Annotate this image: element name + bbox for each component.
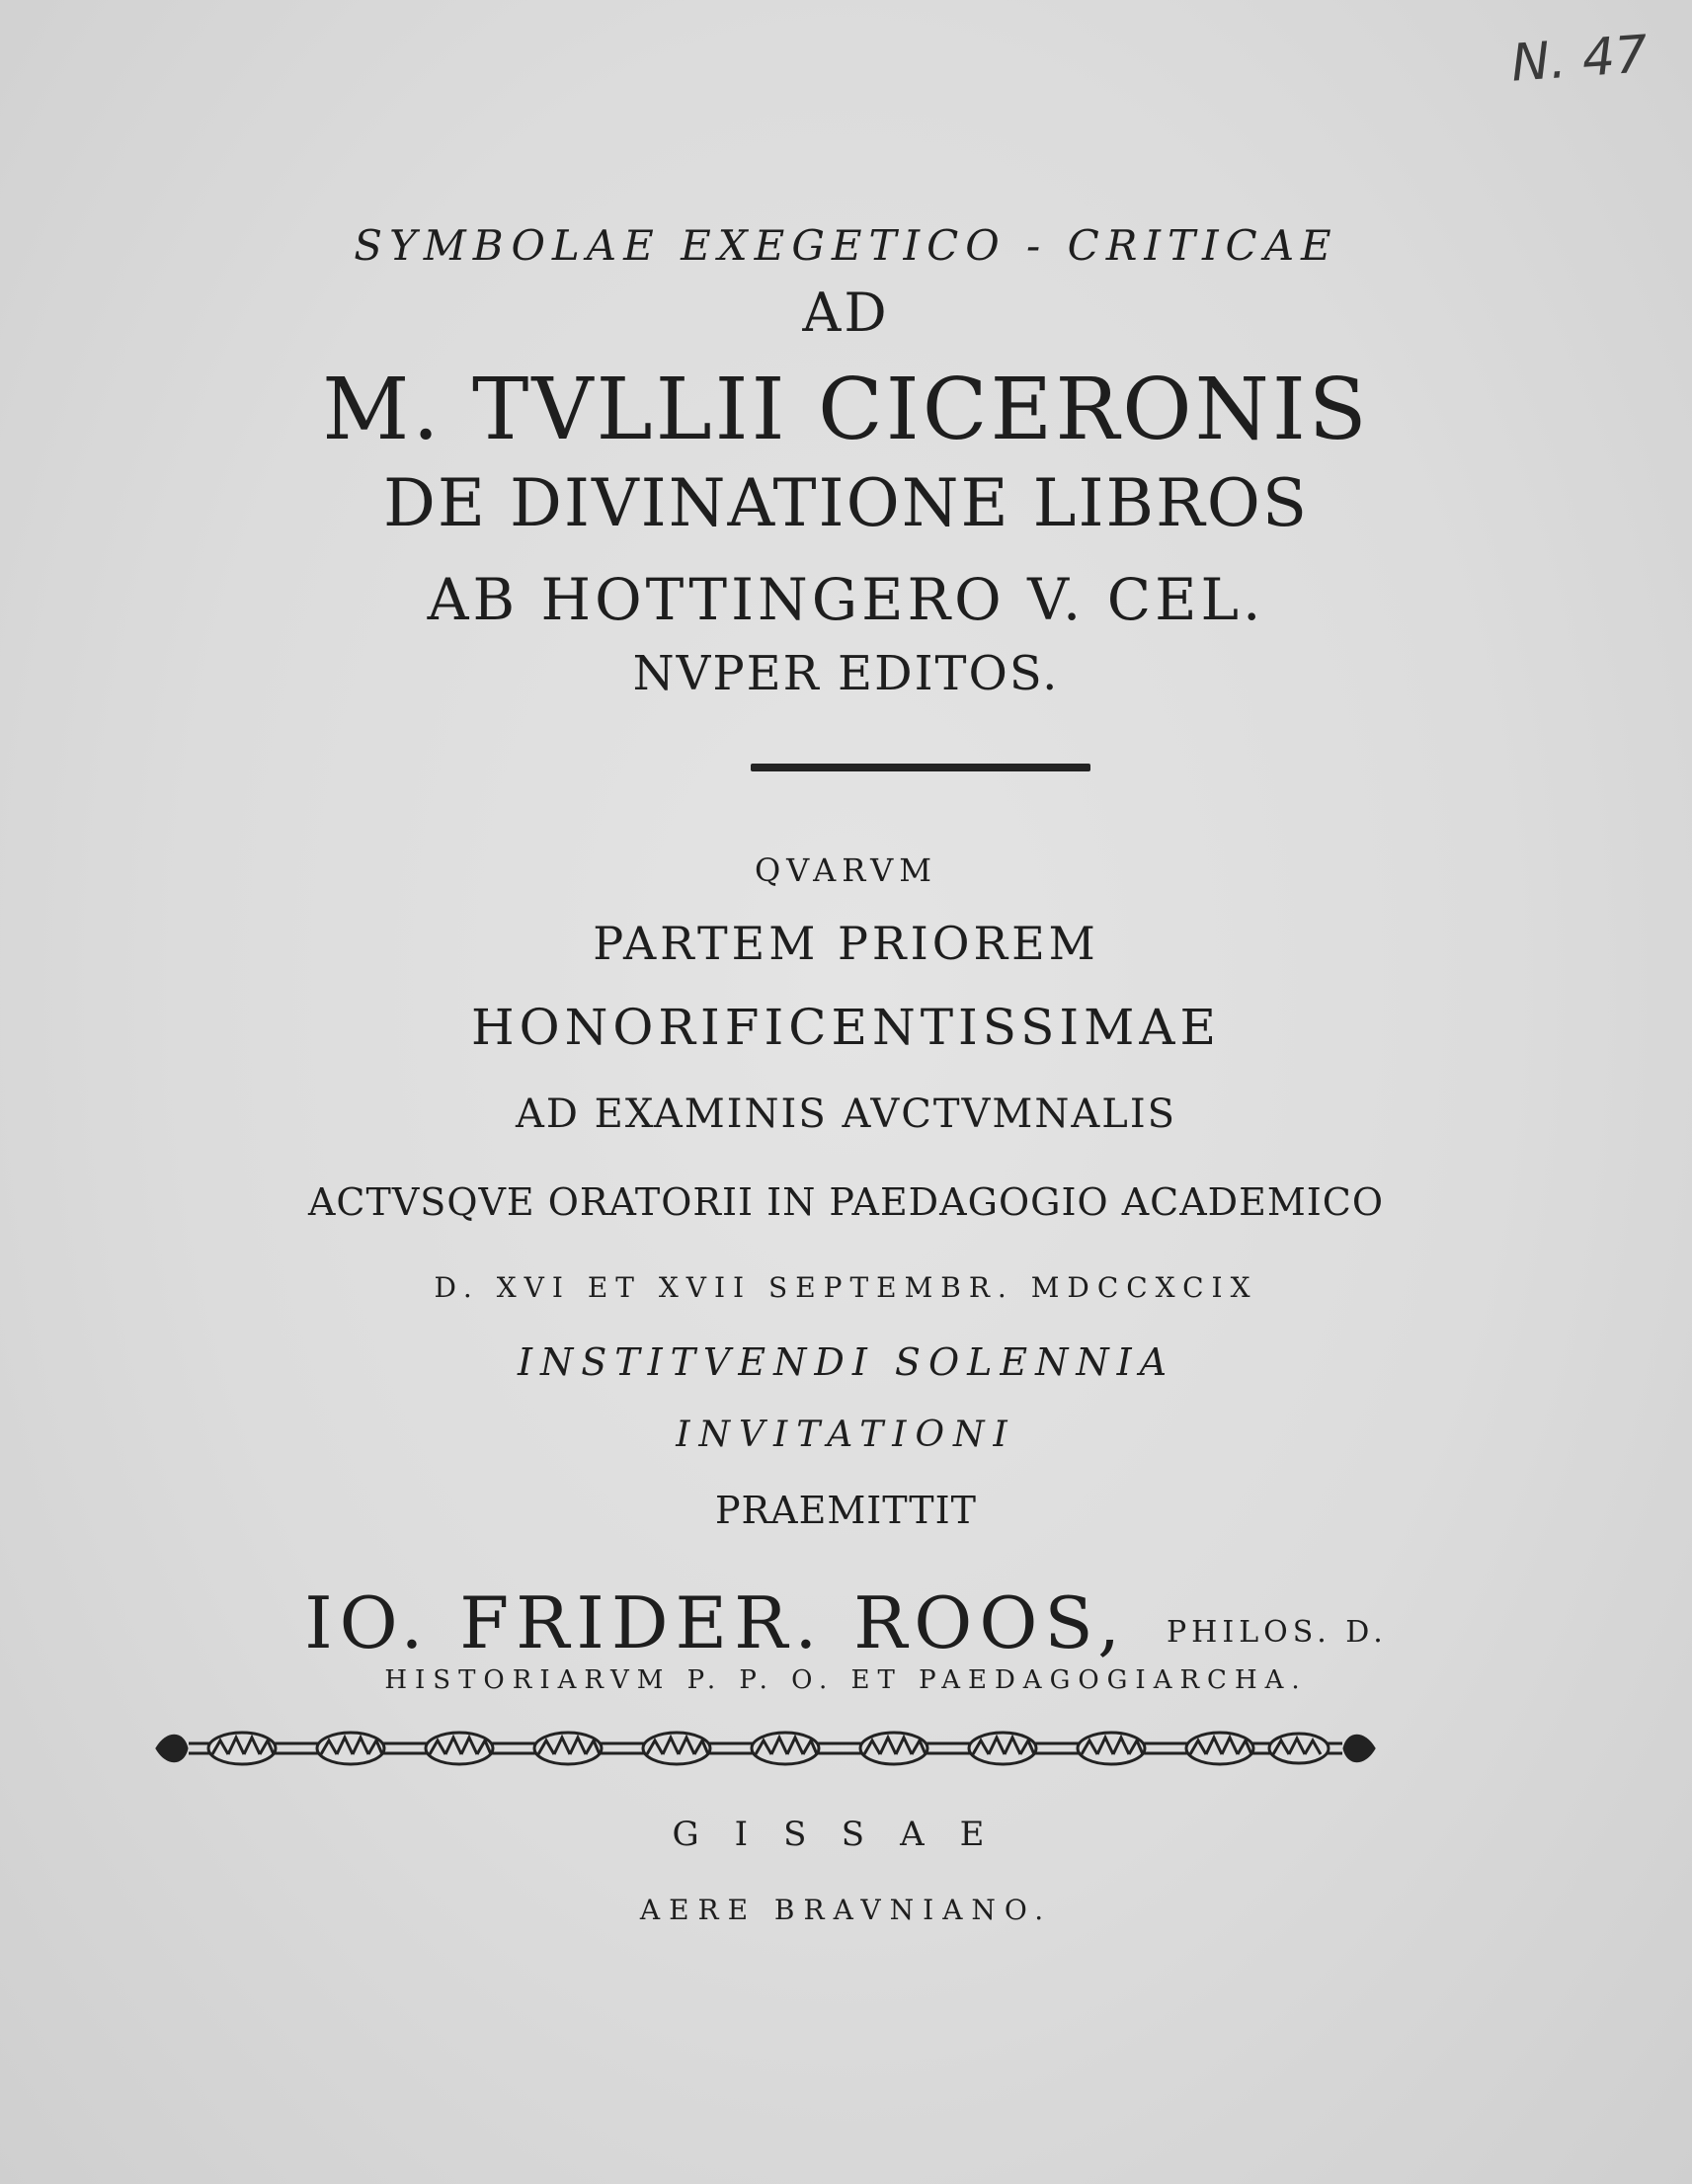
body-line-date: D. XVI ET XVII SEPTEMBR. MDCCXCIX — [434, 1271, 1258, 1304]
title-line-divinatione: DE DIVINATIONE LIBROS — [382, 465, 1310, 541]
imprint-city: GISSAE — [672, 1815, 1020, 1854]
title-line-hottingero: AB HOTTINGERO V. CEL. — [427, 566, 1265, 633]
author-name: IO. FRIDER. ROOS, — [304, 1581, 1127, 1664]
title-line-cicero: M. TVLLII CICERONIS — [322, 361, 1370, 459]
imprint-press: AERE BRAVNIANO. — [639, 1894, 1053, 1926]
body-line-partem: PARTEM PRIOREM — [593, 917, 1099, 970]
title-line-ad: AD — [802, 282, 890, 344]
body-line-invitationi: INVITATIONI — [676, 1415, 1016, 1455]
title-line-editos: NVPER EDITOS. — [632, 646, 1060, 701]
author-degree: PHILOS. D. — [1167, 1615, 1388, 1650]
body-line-honorificentissimae: HONORIFICENTISSIMAE — [471, 999, 1221, 1056]
divider-rule — [751, 764, 1090, 771]
author-titles: HISTORIARVM P. P. O. ET PAEDAGOGIARCHA. — [384, 1665, 1308, 1695]
body-line-quarum: QVARVM — [754, 851, 938, 889]
body-line-praemittit: PRAEMITTIT — [714, 1489, 978, 1532]
body-line-instituendi: INSTITVENDI SOLENNIA — [517, 1340, 1175, 1384]
handwritten-shelfmark: N. 47 — [1509, 25, 1651, 94]
author-line — [0, 1581, 1692, 1664]
title-line-symbolae: SYMBOLAE EXEGETICO - CRITICAE — [354, 221, 1338, 270]
body-line-examinis: AD EXAMINIS AVCTVMNALIS — [515, 1092, 1177, 1137]
body-line-actus: ACTVSQVE ORATORII IN PAEDAGOGIO ACADEMICO — [307, 1180, 1385, 1224]
decorative-ornament-border — [153, 1724, 1378, 1773]
